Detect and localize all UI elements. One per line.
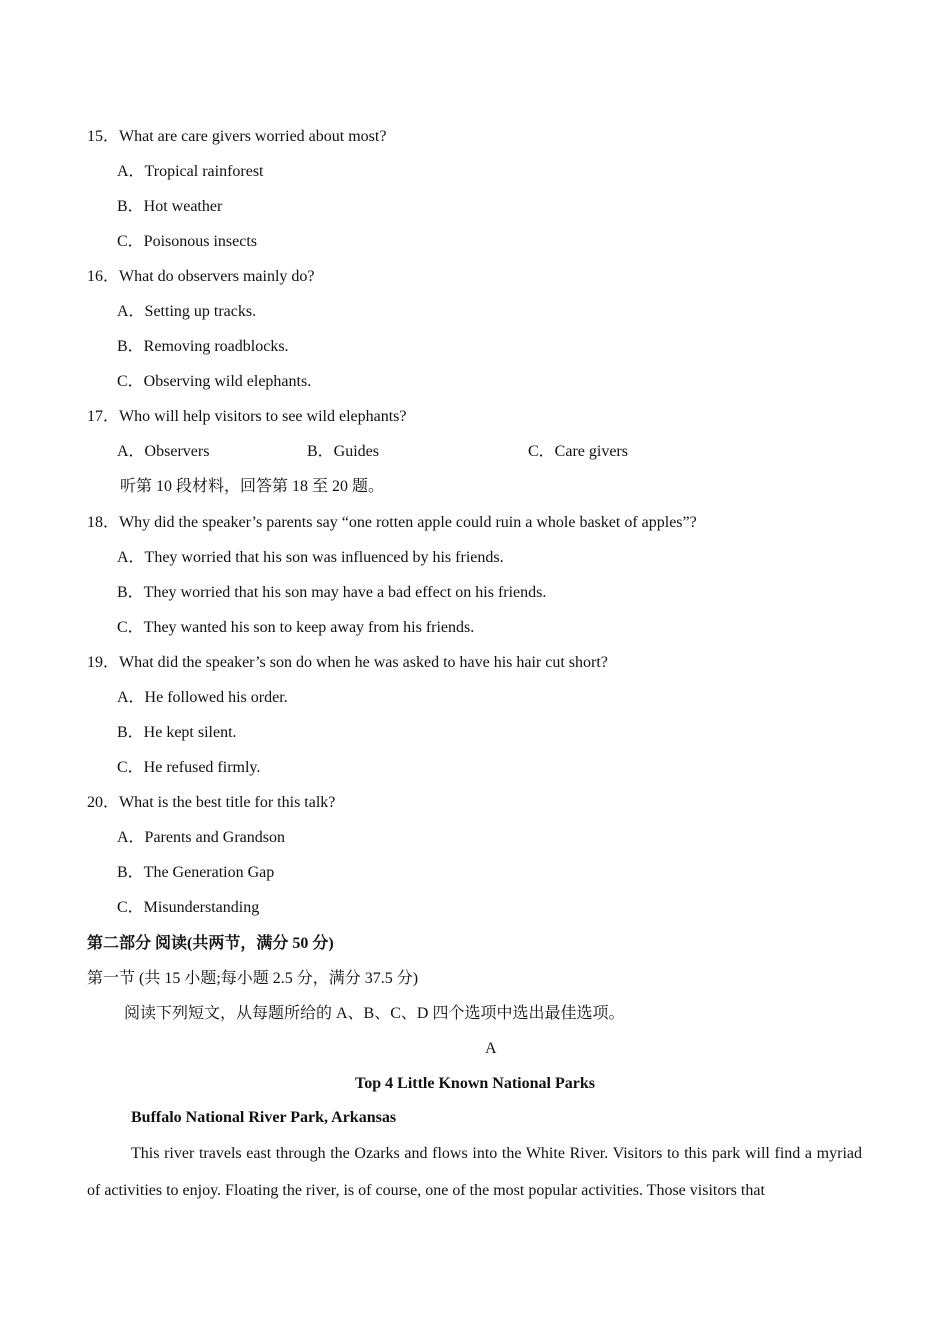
- question-15-option-c: C．Poisonous insects: [117, 233, 258, 250]
- passage-title: Top 4 Little Known National Parks: [355, 1075, 595, 1092]
- question-18-option-b: B．They worried that his son may have a bad effect on his friends.: [117, 584, 547, 601]
- reading-instruction: 阅读下列短文，从每题所给的 A、B、C、D 四个选项中选出最佳选项。: [124, 1005, 625, 1022]
- part-two-heading: 第二部分 阅读(共两节，满分 50 分): [87, 935, 334, 952]
- question-20-option-c: C．Misunderstanding: [117, 899, 260, 916]
- question-19-option-a: A．He followed his order.: [117, 689, 288, 706]
- question-16-stem: 16．What do observers mainly do?: [87, 268, 315, 285]
- question-15-option-a: A．Tropical rainforest: [117, 163, 264, 180]
- question-16-option-b: B．Removing roadblocks.: [117, 338, 289, 355]
- question-20-option-a: A．Parents and Grandson: [117, 829, 285, 846]
- question-17-option-a: A．Observers: [117, 443, 210, 460]
- question-17-stem: 17．Who will help visitors to see wild elephants?: [87, 408, 407, 425]
- section-one-heading: 第一节 (共 15 小题;每小题 2.5 分，满分 37.5 分): [87, 970, 419, 987]
- passage-paragraph: This river travels east through the Ozarks and flows into the White River. Visitors to this park will find a myriad of activities to enjoy. Floating the river, is of course, one of the most popular activities. Those visitors that: [87, 1145, 862, 1199]
- question-19-option-b: B．He kept silent.: [117, 724, 237, 741]
- question-17-option-b: B．Guides: [307, 443, 380, 460]
- question-19-option-c: C．He refused firmly.: [117, 759, 261, 776]
- question-18-option-a: A．They worried that his son was influenced by his friends.: [117, 549, 504, 566]
- park-heading: Buffalo National River Park, Arkansas: [131, 1109, 397, 1126]
- question-19-stem: 19．What did the speaker’s son do when he was asked to have his hair cut short?: [87, 654, 608, 671]
- question-17-option-c: C．Care givers: [528, 443, 628, 460]
- question-16-option-c: C．Observing wild elephants.: [117, 373, 312, 390]
- question-18-option-c: C．They wanted his son to keep away from his friends.: [117, 619, 475, 636]
- passage-letter: A: [485, 1040, 497, 1057]
- question-15-stem: 15．What are care givers worried about most?: [87, 128, 387, 145]
- material-instruction: 听第 10 段材料，回答第 18 至 20 题。: [120, 478, 385, 495]
- question-20-stem: 20．What is the best title for this talk?: [87, 794, 336, 811]
- question-18-stem: 18．Why did the speaker’s parents say “one rotten apple could ruin a whole basket of apples”?: [87, 514, 697, 531]
- question-15-option-b: B．Hot weather: [117, 198, 223, 215]
- question-16-option-a: A．Setting up tracks.: [117, 303, 257, 320]
- question-20-option-b: B．The Generation Gap: [117, 864, 275, 881]
